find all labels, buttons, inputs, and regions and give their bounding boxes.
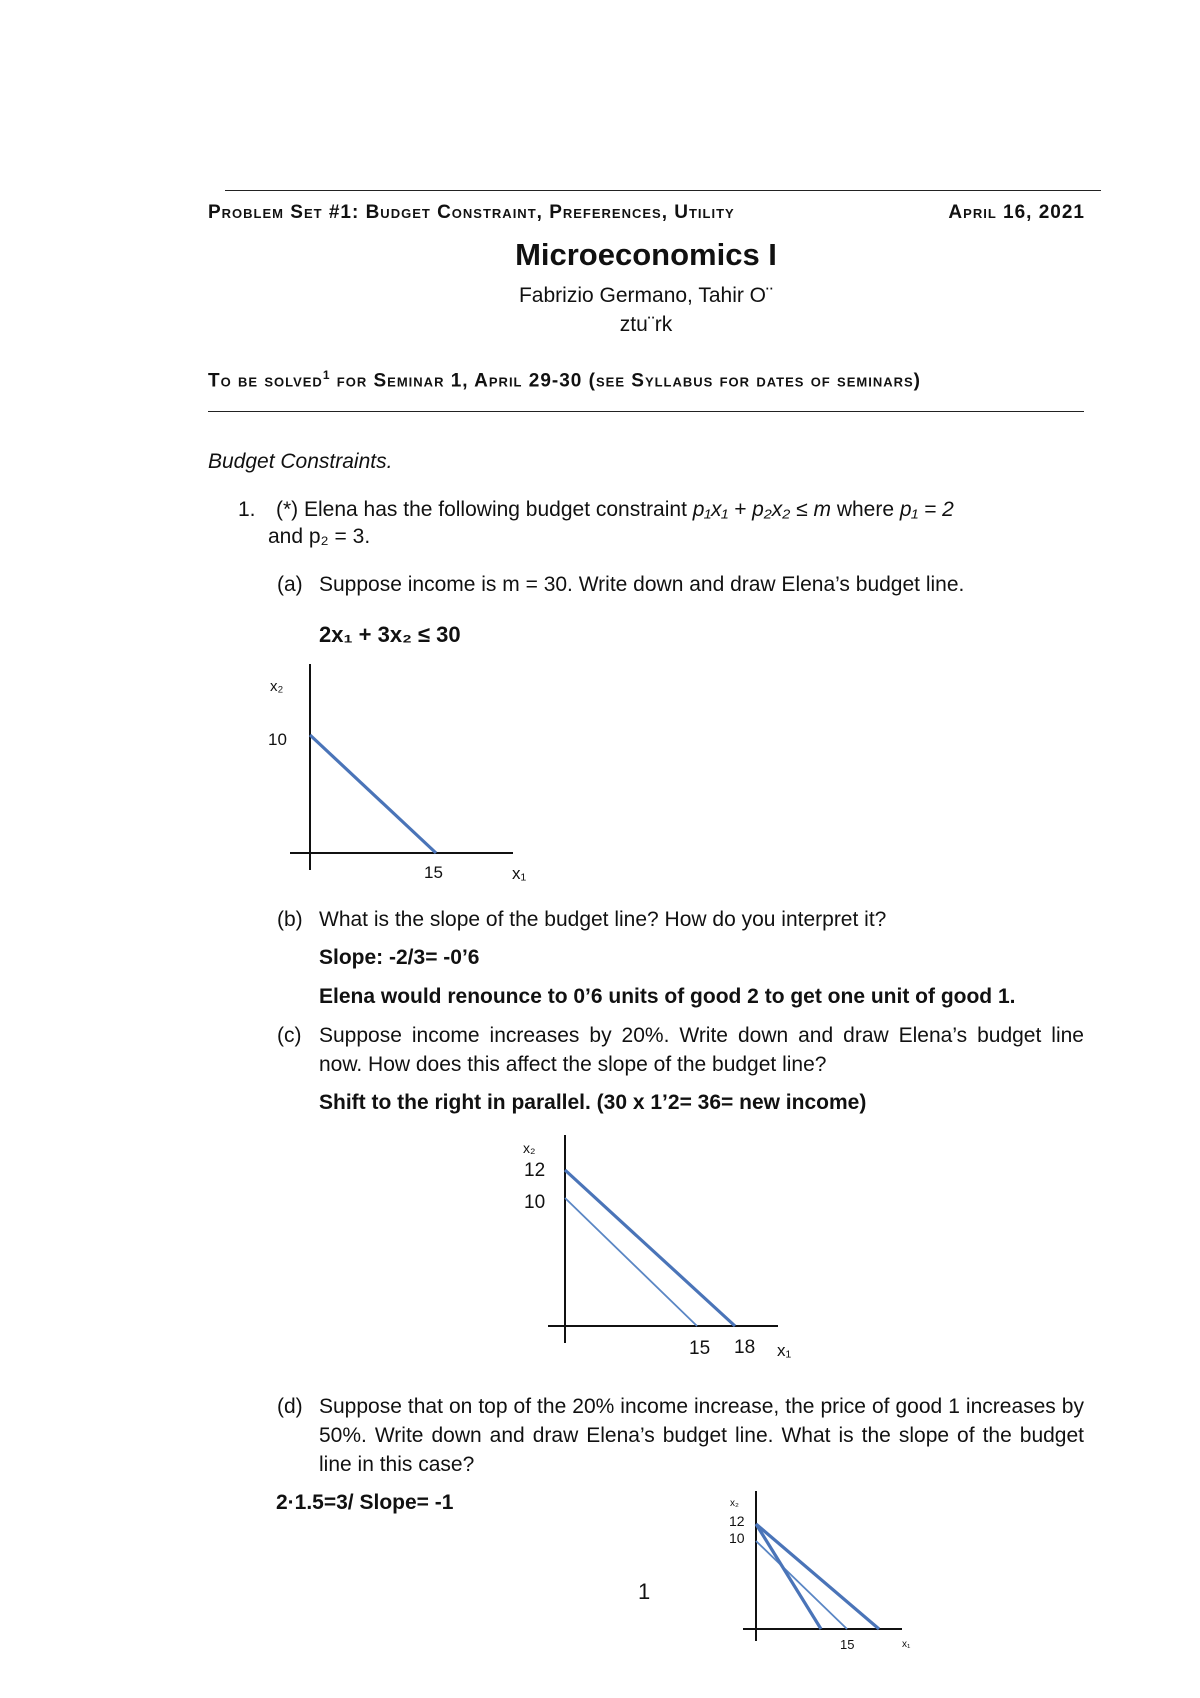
part-b-answer-2: Elena would renounce to 0’6 units of good 2 to get one unit of good 1.	[319, 985, 1016, 1008]
part-b-text: What is the slope of the budget line? How do you interpret it?	[319, 908, 887, 931]
graph-a-budget-line	[310, 735, 436, 853]
part-b-answer-1: Slope: -2/3= -0’6	[319, 946, 480, 969]
part-c-answer: Shift to the right in parallel. (30 x 1’2= 36= new income)	[319, 1091, 867, 1114]
graph-c-budget-line-new	[565, 1170, 735, 1326]
price-1: p₁ = 2	[899, 498, 954, 521]
part-c-label: (c)	[277, 1024, 302, 1047]
part-b-label: (b)	[277, 908, 303, 931]
graph-c-y-tick-12: 12	[524, 1160, 546, 1181]
section-heading: Budget Constraints.	[208, 450, 393, 473]
graph-d-y-tick-10: 10	[729, 1530, 745, 1546]
part-a-text: Suppose income is m = 30. Write down and draw Elena’s budget line.	[319, 573, 965, 596]
graph-c-y-tick-10: 10	[524, 1192, 546, 1213]
graph-d-budget-line-original	[756, 1541, 847, 1629]
page-number: 1	[638, 1579, 651, 1604]
graph-d-x-label: x₁	[902, 1639, 911, 1650]
graph-a-y-label: x₂	[270, 678, 284, 695]
graph-d-y-label: x₂	[730, 1498, 739, 1509]
graph-d-budget-line-price	[756, 1524, 821, 1629]
graph-c-y-label: x₂	[523, 1140, 536, 1156]
subtitle-text-a: To be solved	[208, 370, 323, 392]
part-d-answer: 2·1.5=3/ Slope= -1	[276, 1491, 454, 1514]
graph-a-x-label: x₁	[512, 864, 527, 883]
part-a-answer: 2x₁ + 3x₂ ≤ 30	[319, 622, 461, 647]
page-title: Microeconomics I	[515, 237, 777, 272]
subtitle-rule	[208, 411, 1084, 412]
graph-a-y-tick: 10	[268, 730, 287, 749]
question-1-text-b: where	[831, 498, 900, 521]
graph-c-x-tick-18: 18	[734, 1337, 756, 1358]
graph-a-x-tick: 15	[424, 863, 443, 882]
part-d-label: (d)	[277, 1395, 303, 1418]
budget-formula: p₁x₁ + p₂x₂ ≤ m	[692, 498, 831, 521]
footnote-mark[interactable]: 1	[322, 368, 331, 382]
graph-c-x-label: x₁	[777, 1341, 792, 1360]
header-left: Problem Set #1: Budget Constraint, Preferences, Utility	[208, 202, 735, 223]
question-1-line-2: and p₂ = 3.	[268, 525, 371, 548]
graph-c-budget-line-old	[565, 1198, 697, 1326]
graph-d-budget-line-income	[756, 1524, 879, 1629]
top-rule	[225, 190, 1101, 191]
graph-c-x-tick-15: 15	[689, 1338, 711, 1359]
question-1-text	[276, 495, 1076, 524]
question-1-text-a: (*) Elena has the following budget constraint	[276, 498, 693, 521]
authors-line-2: ztu¨rk	[619, 313, 673, 336]
graph-d-y-tick-12: 12	[729, 1513, 745, 1529]
subtitle-text-b: for Seminar 1, April 29-30 (see Syllabus for dates of seminars)	[330, 370, 921, 392]
part-c-text: Suppose income increases by 20%. Write down and draw Elena’s budget line now. How does this affect the slope of the budget line?	[319, 1024, 1084, 1076]
authors-line-1: Fabrizio Germano, Tahir O¨	[518, 284, 774, 307]
graph-d-x-tick: 15	[840, 1637, 855, 1652]
subtitle	[208, 368, 921, 392]
header-date: April 16, 2021	[948, 202, 1085, 223]
question-1-number: 1.	[238, 498, 256, 521]
part-d-text: Suppose that on top of the 20% income increase, the price of good 1 increases by 50%. Write down and draw Elena’s budget line. What is the slope of the budget line in this case?	[319, 1395, 1084, 1476]
part-a-label: (a)	[277, 573, 303, 596]
